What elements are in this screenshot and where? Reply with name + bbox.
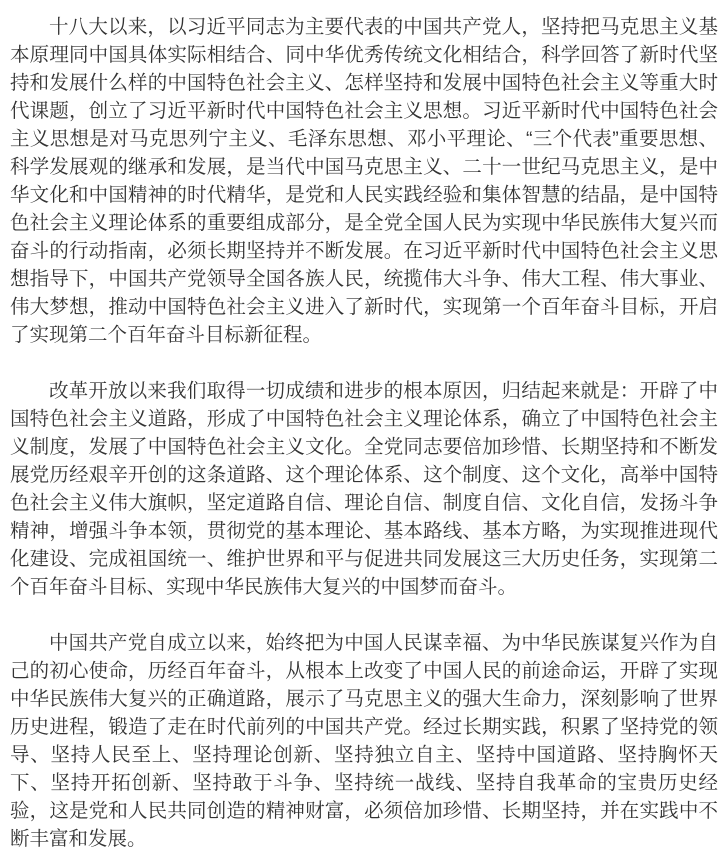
paragraph-1: 十八大以来，以习近平同志为主要代表的中国共产党人，坚持把马克思主义基本原理同中国具体实际相结合、同中华优秀传统文化相结合，科学回答了新时代坚持和发展什么样的中国特色社会主义、怎样坚持和发展中国特色社会主义等重大时代课题，创立了习近平新时代中国特色社会主义思想。习近平新时代中国特色社会主义思想是对马克思列宁主义、毛泽东思想、邓小平理论、“三个代表”重要思想、科学发展观的继承和发展，是当代中国马克思主义、二十一世纪马克思主义，是中华文化和中国精神的时代精华，是党和人民实践经验和集体智慧的结晶，是中国特色社会主义理论体系的重要组成部分，是全党全国人民为实现中华民族伟大复兴而奋斗的行动指南，必须长期坚持并不断发展。在习近平新时代中国特色社会主义思想指导下，中国共产党领导全国各族人民，统揽伟大斗争、伟大工程、伟大事业、伟大梦想，推动中国特色社会主义进入了新时代，实现第一个百年奋斗目标，开启了实现第二个百年奋斗目标新征程。 <box>10 16 718 346</box>
paragraph-2: 改革开放以来我们取得一切成绩和进步的根本原因，归结起来就是：开辟了中国特色社会主义道路，形成了中国特色社会主义理论体系，确立了中国特色社会主义制度，发展了中国特色社会主义文化。全党同志要倍加珍惜、长期坚持和不断发展党历经艰辛开创的这条道路、这个理论体系、这个制度、这个文化，高举中国特色社会主义伟大旗帜，坚定道路自信、理论自信、制度自信、文化自信，发扬斗争精神，增强斗争本领，贯彻党的基本理论、基本路线、基本方略，为实现推进现代化建设、完成祖国统一、维护世界和平与促进共同发展这三大历史任务，实现第二个百年奋斗目标、实现中华民族伟大复兴的中国梦而奋斗。 <box>10 380 718 598</box>
paragraph-3: 中国共产党自成立以来，始终把为中国人民谋幸福、为中华民族谋复兴作为自己的初心使命，历经百年奋斗，从根本上改变了中国人民的前途命运，开辟了实现中华民族伟大复兴的正确道路，展示了马克思主义的强大生命力，深刻影响了世界历史进程，锻造了走在时代前列的中国共产党。经过长期实践，积累了坚持党的领导、坚持人民至上、坚持理论创新、坚持独立自主、坚持中国道路、坚持胸怀天下、坚持开拓创新、坚持敢于斗争、坚持统一战线、坚持自我革命的宝贵历史经验，这是党和人民共同创造的精神财富，必须倍加珍惜、长期坚持，并在实践中不断丰富和发展。 <box>10 632 718 850</box>
